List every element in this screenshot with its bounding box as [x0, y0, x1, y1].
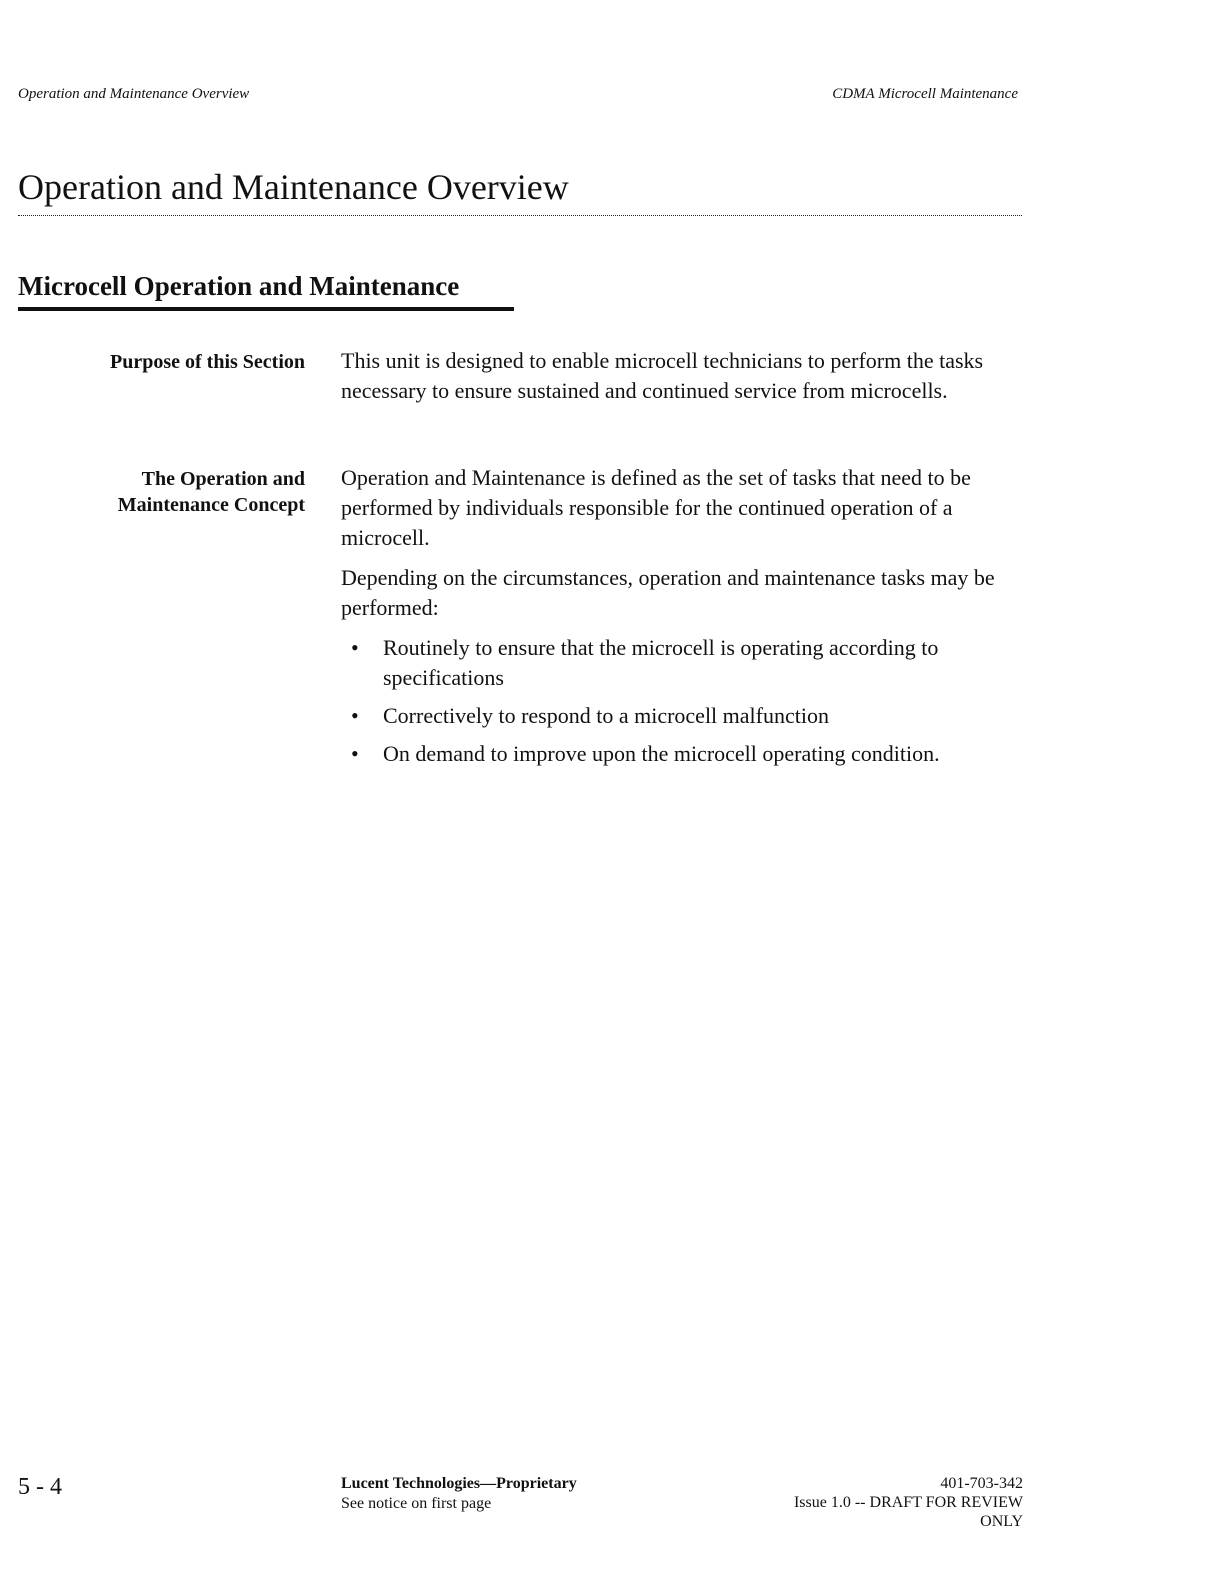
footer-company: Lucent Technologies—Proprietary — [341, 1475, 577, 1492]
running-header-right: CDMA Microcell Maintenance — [832, 86, 1018, 102]
concept-label-line1: The Operation and — [141, 468, 305, 490]
concept-bullet-list — [341, 633, 1023, 769]
concept-body — [341, 463, 1023, 777]
bullet-text: Routinely to ensure that the microcell is operating according to specifications — [383, 635, 939, 690]
footer-proprietary — [341, 1474, 577, 1514]
footer-doc-info — [723, 1474, 1023, 1531]
bullet-item — [341, 633, 1023, 693]
chapter-title: Operation and Maintenance Overview — [18, 167, 569, 207]
purpose-body — [341, 346, 1023, 416]
bullet-icon: • — [351, 635, 359, 660]
footer-issue: Issue 1.0 -- DRAFT FOR REVIEW — [793, 1494, 1023, 1511]
concept-label-line2: Maintenance Concept — [117, 494, 305, 516]
section-underline — [18, 307, 514, 311]
concept-paragraph-2: Depending on the circumstances, operation and maintenance tasks may be performed: — [341, 565, 995, 620]
bullet-icon: • — [351, 741, 359, 766]
chapter-dotted-rule — [18, 215, 1022, 216]
purpose-label: Purpose of this Section — [110, 351, 305, 373]
bullet-text: On demand to improve upon the microcell operating condition. — [383, 741, 940, 766]
bullet-item — [341, 701, 1023, 731]
footer-notice: See notice on first page — [341, 1495, 492, 1512]
concept-paragraph-1: Operation and Maintenance is defined as the set of tasks that need to be performed by individuals responsible for the continued operation of a microcell. — [341, 465, 971, 550]
running-header-left: Operation and Maintenance Overview — [18, 86, 250, 102]
concept-label — [40, 466, 305, 518]
footer-issue-cont: ONLY — [980, 1513, 1023, 1530]
purpose-text: This unit is designed to enable microcell technicians to perform the tasks necessary to ensure sustained and continued service from microcells. — [341, 348, 984, 403]
section-title: Microcell Operation and Maintenance — [18, 271, 460, 301]
bullet-text: Correctively to respond to a microcell malfunction — [383, 703, 829, 728]
bullet-item — [341, 739, 1023, 769]
footer-page-number: 5 - 4 — [18, 1474, 62, 1500]
footer-doc-number: 401-703-342 — [940, 1475, 1023, 1492]
bullet-icon: • — [351, 703, 359, 728]
